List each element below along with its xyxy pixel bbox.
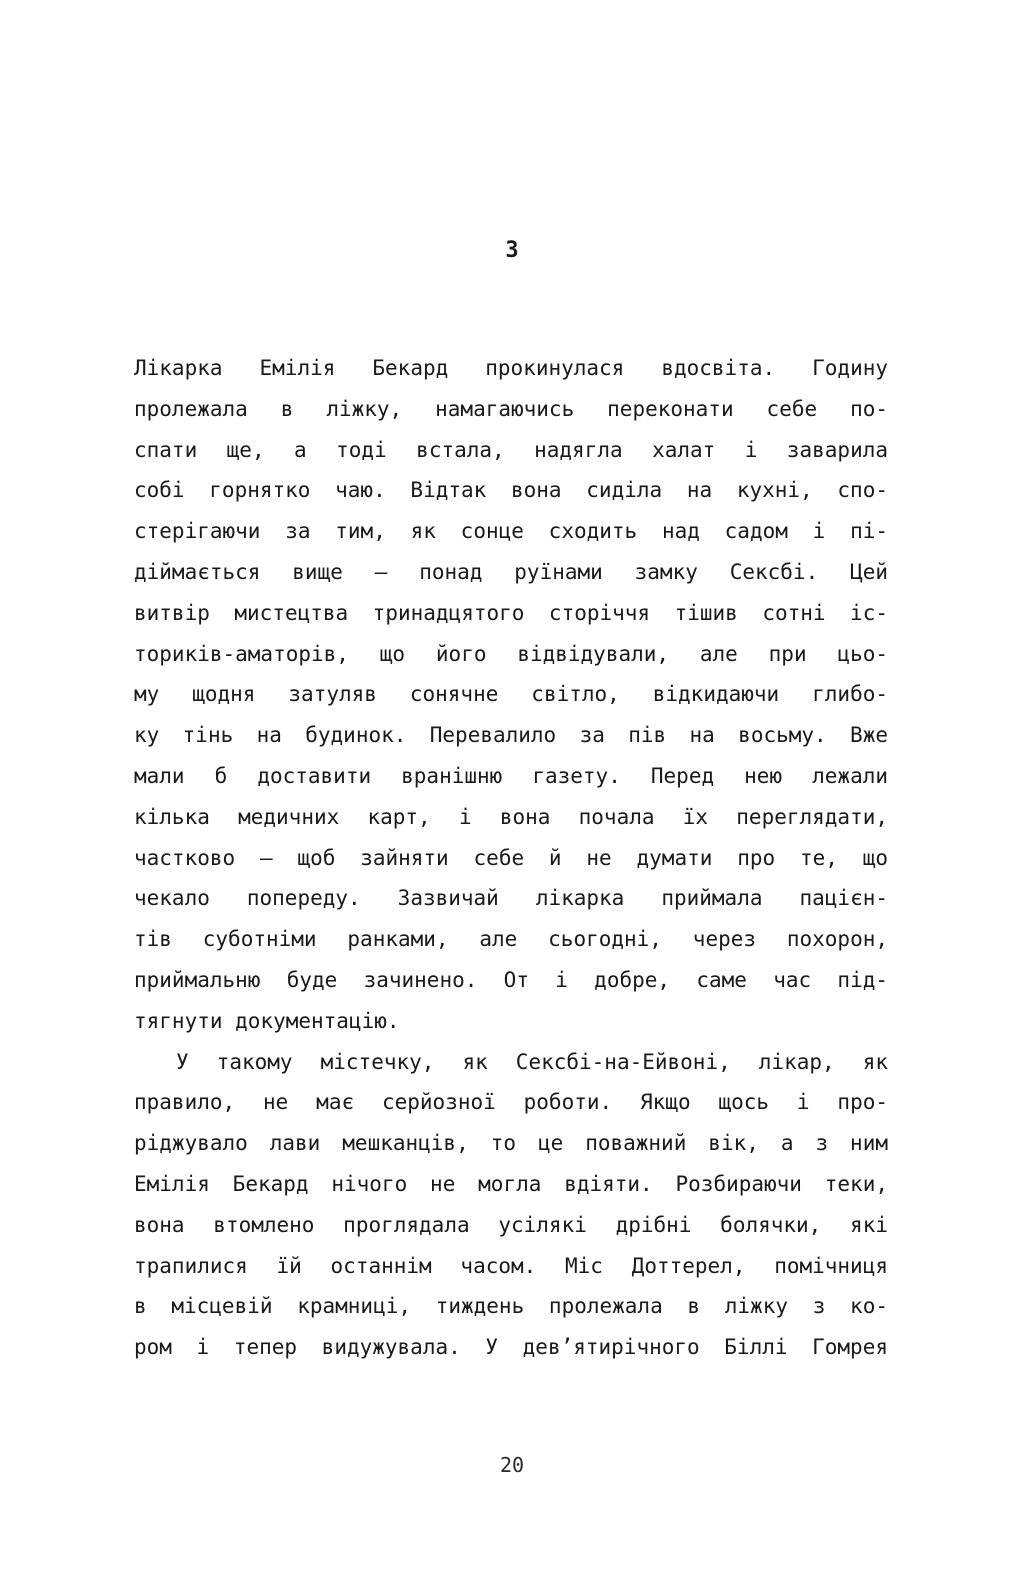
text-line: частково — щоб зайняти себе й не думати про те, що [134,845,888,870]
text-line: чекало попереду. Зазвичай лікарка приймала пацієн- [134,886,888,911]
text-line: вона втомлено проглядала усілякі дрібні болячки, які [134,1212,888,1237]
text-line: правило, не має серйозної роботи. Якщо щось і про- [134,1090,888,1115]
text-line: Емілія Бекард нічого не могла вдіяти. Розбираючи теки, [134,1171,888,1196]
text-line: в місцевій крамниці, тиждень пролежала в ліжку з ко- [134,1294,888,1319]
text-line: діймається вище — понад руїнами замку Сексбі. Цей [134,559,888,584]
text-line: трапилися їй останнім часом. Міс Доттерел, помічниця [134,1253,888,1278]
text-line: ку тінь на будинок. Перевалило за пів на восьму. Вже [134,723,888,748]
text-line: тів суботніми ранками, але сьогодні, через похорон, [134,927,888,952]
text-line: тягнути документацію. [134,1008,400,1033]
text-line: стерігаючи за тим, як сонце сходить над садом і пі- [134,519,888,544]
text-line: собі горнятко чаю. Відтак вона сиділа на кухні, спо- [134,478,888,503]
page-number: 20 [499,1453,525,1477]
text-line: кілька медичних карт, і вона почала їх переглядати, [134,804,888,829]
text-line: ториків-аматорів, що його відвідували, але при цьо- [134,641,888,666]
text-line: ром і тепер видужувала. У дев’ятирічного Біллі Гомрея [134,1335,888,1360]
text-line: пролежала в ліжку, намагаючись переконати себе по- [134,396,888,421]
text-line: му щодня затуляв сонячне світло, відкидаючи глибо- [134,682,888,707]
text-line: спати ще, а тоді встала, надягла халат і заварила [134,437,888,462]
paragraph-1 [134,348,888,1042]
text-line: витвір мистецтва тринадцятого сторіччя тішив сотні іс- [134,600,888,625]
paragraph-2 [134,1042,888,1368]
text-line: У такому містечку, як Сексбі-на-Ейвоні, лікар, як [176,1049,888,1074]
text-line: Лікарка Емілія Бекард прокинулася вдосвіта. Годину [134,356,888,380]
body-text [134,348,888,1368]
text-line: ріджувало лави мешканців, то це поважний вік, а з ним [134,1131,888,1156]
text-line: приймальню буде зачинено. От і добре, саме час під- [134,967,888,992]
text-line: мали б доставити вранішню газету. Перед нею лежали [134,763,888,788]
chapter-number: 3 [505,238,519,263]
